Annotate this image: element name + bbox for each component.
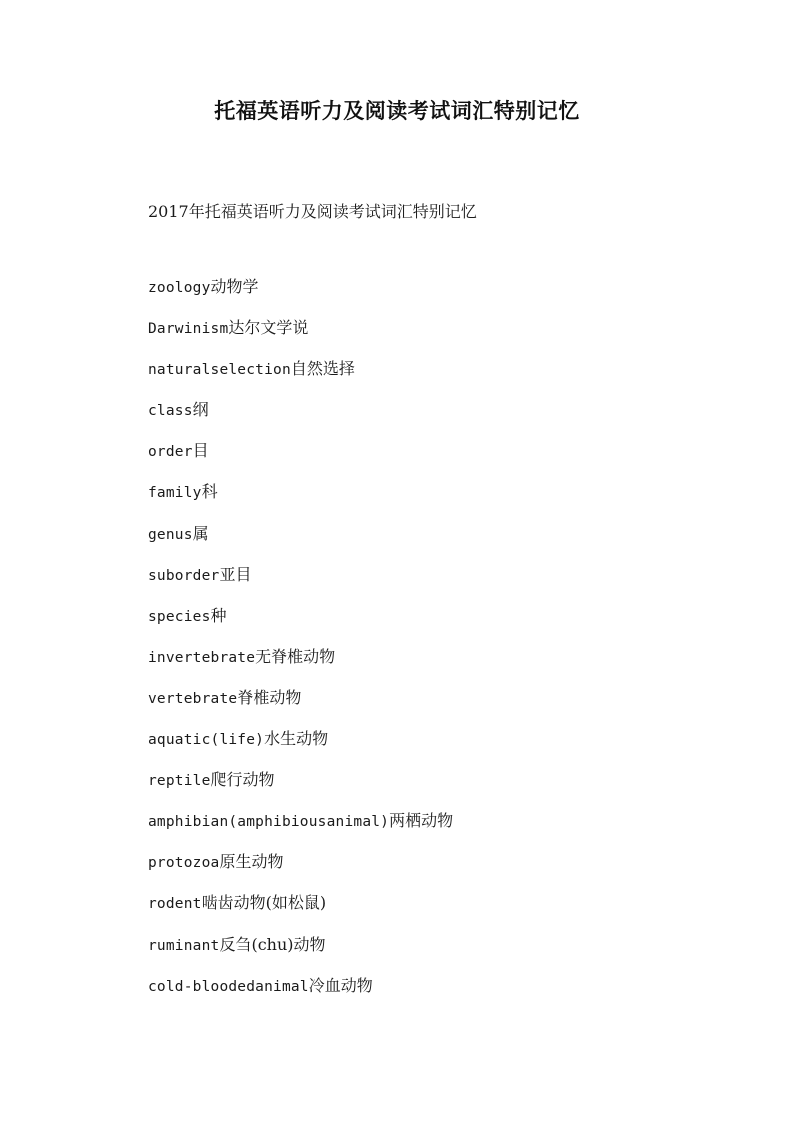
vocab-entry <box>148 888 453 929</box>
vocab-term: genus <box>148 526 193 543</box>
vocab-entry <box>148 765 453 806</box>
vocab-gloss: 属 <box>192 523 209 543</box>
vocab-gloss: 两栖动物 <box>389 811 454 831</box>
vocab-entry <box>148 601 453 642</box>
vocab-gloss: 目 <box>192 441 209 461</box>
vocab-term: species <box>148 608 211 625</box>
document-subtitle: 2017年托福英语听力及阅读考试词汇特别记忆 <box>148 202 477 221</box>
vocab-gloss: 纲 <box>192 400 209 420</box>
vocab-entry <box>148 971 453 1012</box>
vocab-term: class <box>148 403 193 420</box>
vocab-gloss: 反刍(chu)动物 <box>219 934 326 954</box>
vocab-entry <box>148 436 453 477</box>
vocab-term: amphibian(amphibiousanimal) <box>148 814 390 831</box>
vocab-gloss: 水生动物 <box>264 729 329 749</box>
vocab-gloss: 达尔文学说 <box>228 318 309 338</box>
vocab-entry <box>148 354 453 395</box>
vocab-entry <box>148 642 453 683</box>
vocab-entry <box>148 560 453 601</box>
vocab-term: protozoa <box>148 855 220 872</box>
vocab-gloss: 脊椎动物 <box>237 687 302 707</box>
vocab-term: zoology <box>148 280 211 296</box>
vocab-term: ruminant <box>148 937 220 954</box>
vocab-gloss: 自然选择 <box>290 359 355 379</box>
vocab-entry <box>148 395 453 436</box>
vocab-gloss: 种 <box>210 605 227 625</box>
vocab-term: invertebrate <box>148 649 256 666</box>
vocab-term: aquatic(life) <box>148 732 265 749</box>
vocab-gloss: 啮齿动物(如松鼠) <box>201 893 327 913</box>
vocab-entry <box>148 806 453 847</box>
vocab-entry <box>148 477 453 518</box>
vocab-term: vertebrate <box>148 690 238 707</box>
vocab-term: reptile <box>148 773 211 790</box>
vocab-term: suborder <box>148 567 220 584</box>
vocab-term: Darwinism <box>148 321 229 338</box>
vocab-gloss: 亚目 <box>219 564 252 584</box>
vocab-gloss: 原生动物 <box>219 852 284 872</box>
vocab-gloss: 爬行动物 <box>210 770 275 790</box>
vocab-term: rodent <box>148 896 202 913</box>
vocab-entry <box>148 683 453 724</box>
vocab-term: cold-bloodedanimal <box>148 978 309 995</box>
vocab-entry <box>148 519 453 560</box>
vocabulary-list <box>148 272 453 1012</box>
vocab-entry <box>148 847 453 888</box>
vocab-term: family <box>148 485 202 502</box>
document-title: 托福英语听力及阅读考试词汇特别记忆 <box>214 98 580 123</box>
vocab-gloss: 冷血动物 <box>308 975 373 995</box>
vocab-gloss: 科 <box>201 482 218 502</box>
vocab-entry <box>148 313 453 354</box>
vocab-gloss: 无脊椎动物 <box>255 646 336 666</box>
vocab-entry <box>148 930 453 971</box>
vocab-entry <box>148 272 453 313</box>
vocab-term: order <box>148 444 193 461</box>
vocab-entry <box>148 724 453 765</box>
vocab-term: naturalselection <box>148 362 291 379</box>
vocab-gloss: 动物学 <box>210 277 259 296</box>
